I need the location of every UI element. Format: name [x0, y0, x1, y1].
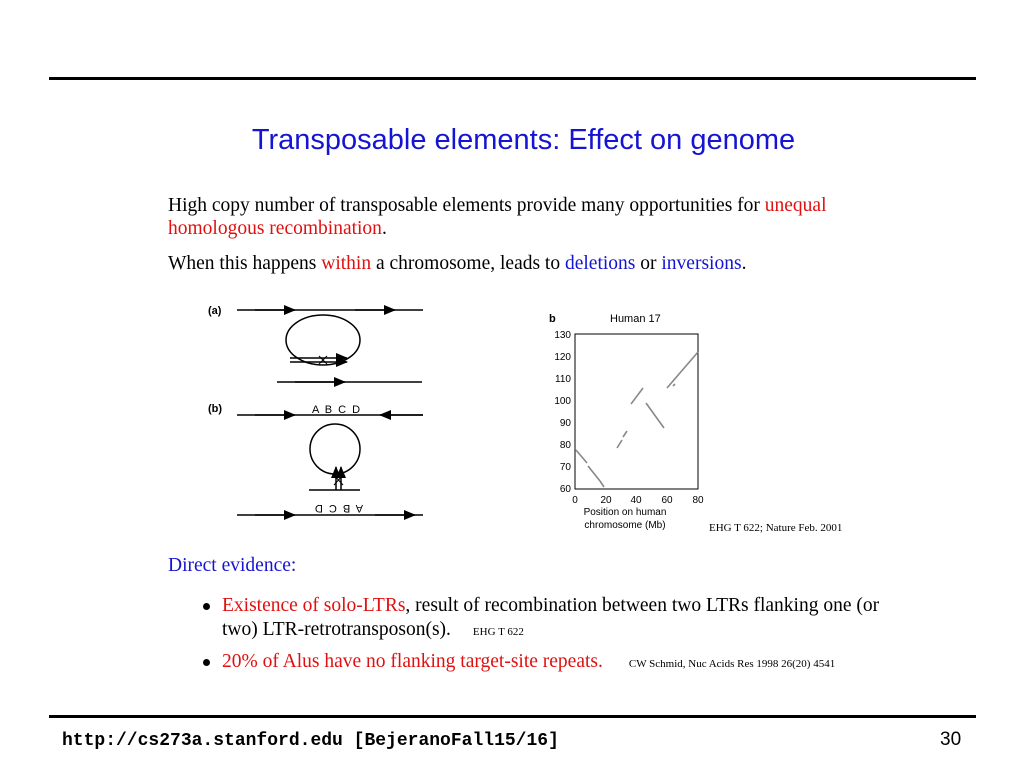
text-run: When this happens — [168, 253, 322, 274]
y-tick: 120 — [554, 352, 571, 363]
bullet-runs — [222, 651, 603, 672]
plot-x-ticks — [572, 495, 704, 506]
text-run: , result of recombination between two LTRs flanking one (or two) LTR-retrotransposon(s). — [222, 595, 880, 640]
plot-panel-label: b — [549, 313, 556, 325]
recombination-figure — [195, 295, 855, 540]
text-run: 20% of Alus have no flanking target-site repeats. — [222, 651, 603, 672]
panel-a-label: (a) — [208, 305, 222, 317]
paragraph-within-chromosome — [168, 252, 888, 275]
y-tick: 70 — [559, 462, 571, 473]
y-tick: 100 — [554, 396, 571, 407]
plot-xlabel-line2: chromosome (Mb) — [584, 520, 666, 531]
slide-title: Transposable elements: Effect on genome — [251, 124, 796, 156]
y-tick: 110 — [555, 374, 571, 385]
y-tick: 130 — [554, 330, 571, 341]
plot-segment — [588, 466, 600, 481]
plot-y-ticks — [554, 330, 571, 495]
page-number: 30 — [940, 729, 962, 750]
top-rule — [49, 77, 976, 80]
figure-citation: EHG T 622; Nature Feb. 2001 — [709, 522, 843, 534]
plot-area — [575, 334, 698, 489]
plot-segment — [576, 450, 587, 463]
plot-segment — [646, 403, 664, 428]
plot-segment — [667, 352, 698, 388]
panel-a-deletion-diagram — [237, 310, 423, 382]
text-run: deletions — [564, 253, 636, 274]
bullet-dot — [203, 603, 210, 610]
plot-segment — [617, 440, 622, 448]
plot-segments — [576, 352, 698, 487]
bullet-citation: CW Schmid, Nuc Acids Res 1998 26(20) 4541 — [628, 658, 836, 670]
x-tick: 20 — [600, 495, 612, 506]
y-tick: 90 — [559, 418, 571, 429]
paragraph-recombination — [168, 194, 888, 240]
footer-url: http://cs273a.stanford.edu [BejeranoFall15/16] — [62, 731, 559, 751]
bullet-citation: EHG T 622 — [472, 626, 524, 638]
y-tick: 80 — [559, 440, 571, 451]
text-run: within — [321, 253, 372, 274]
bullet-runs — [222, 595, 879, 640]
x-tick: 0 — [572, 495, 578, 506]
direct-evidence-heading: Direct evidence: — [168, 555, 297, 576]
x-tick: 40 — [630, 495, 642, 506]
x-tick: 60 — [661, 495, 673, 506]
panel-b-inversion-diagram — [237, 415, 423, 515]
text-run: or — [635, 253, 662, 274]
gene-labels: A B C D — [312, 404, 362, 416]
text-run: High copy number of transposable elements provide many opportunities for — [168, 195, 765, 216]
text-run: . — [381, 218, 387, 239]
text-run: inversions — [661, 253, 742, 274]
text-run: a chromosome, leads to — [371, 253, 565, 274]
text-run: unequal homologous recombination — [168, 195, 827, 239]
plot-segment — [673, 384, 675, 386]
gene-labels-inverted: A B C D — [313, 502, 363, 514]
text-run: . — [741, 253, 747, 274]
plot-xlabel-line1: Position on human — [583, 507, 667, 518]
bottom-rule — [49, 715, 976, 718]
bullet-dot — [203, 659, 210, 666]
x-tick: 80 — [692, 495, 704, 506]
plot-segment — [631, 388, 643, 404]
panel-b-label: (b) — [208, 403, 223, 415]
plot-title: Human 17 — [610, 313, 661, 325]
y-tick: 60 — [559, 484, 571, 495]
plot-segment — [623, 431, 627, 437]
text-run: Existence of solo-LTRs — [222, 595, 406, 616]
bullet-text — [222, 650, 892, 676]
plot-segment — [600, 481, 604, 487]
bullet-text — [222, 594, 892, 644]
